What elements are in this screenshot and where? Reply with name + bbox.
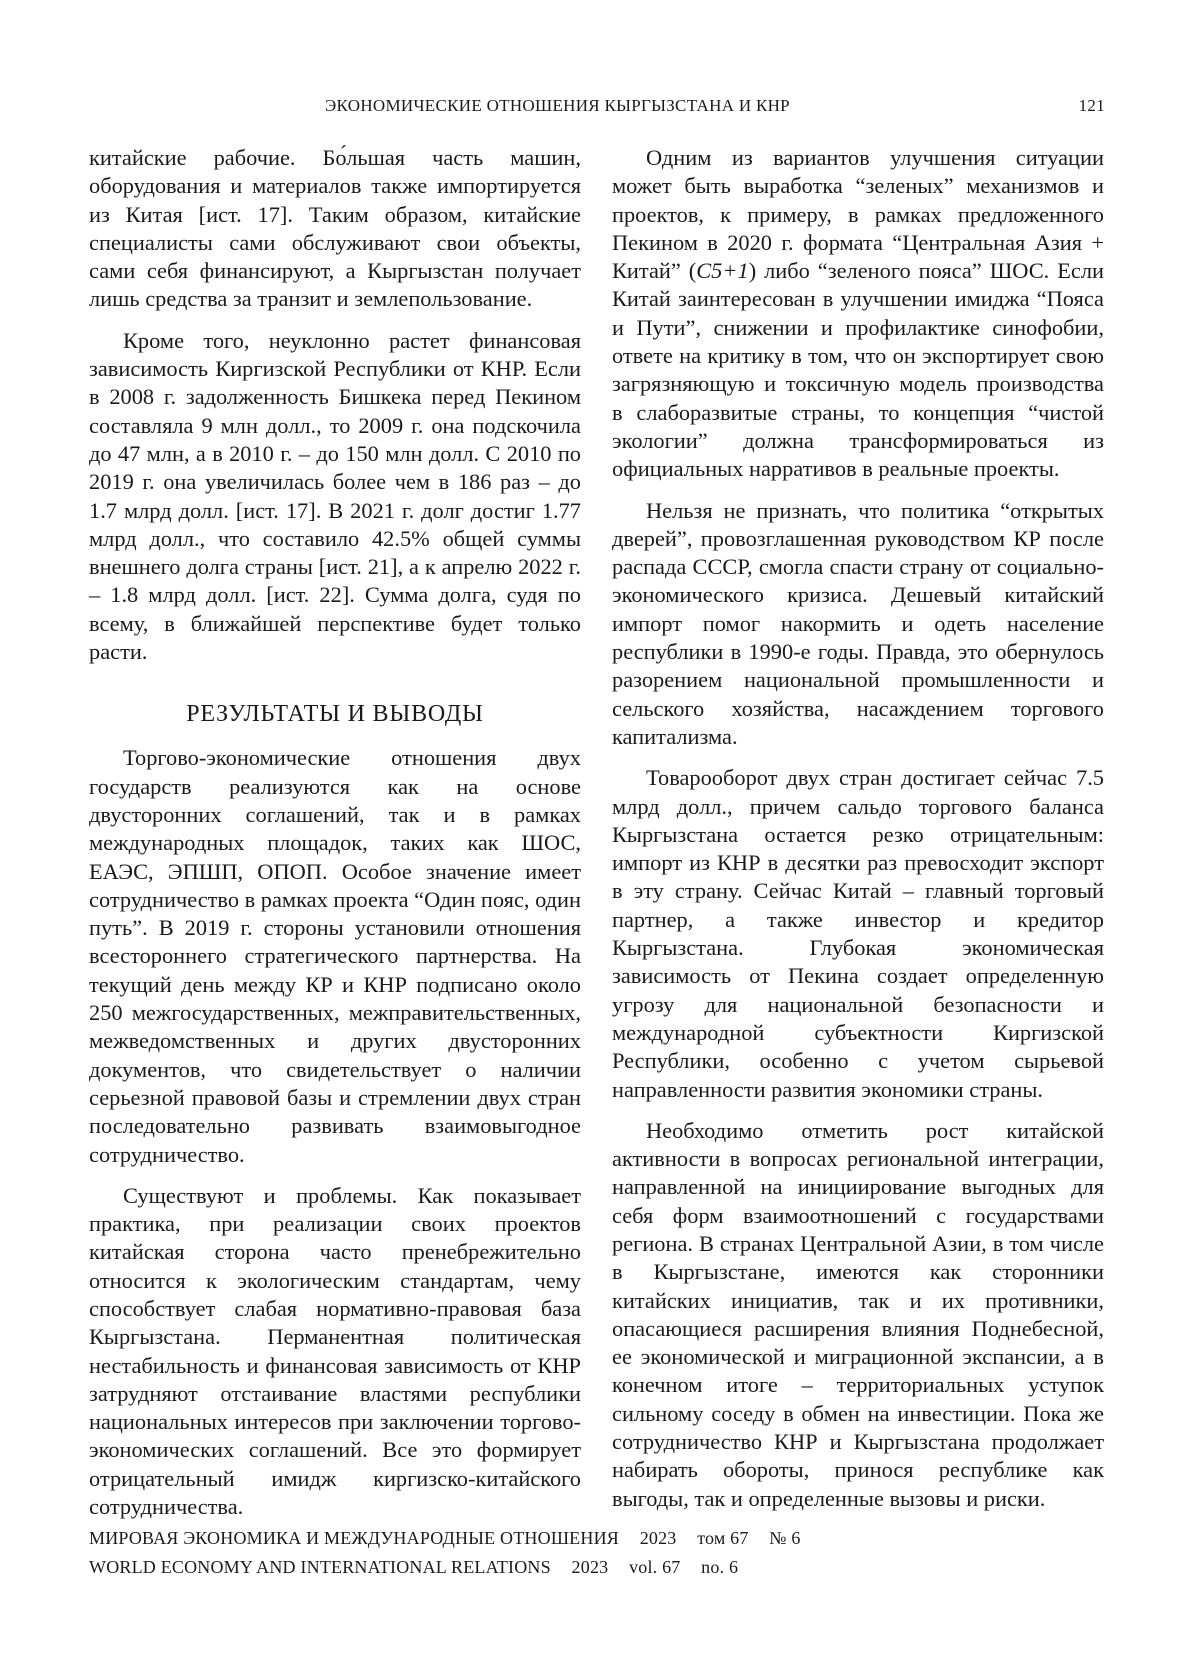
left-column — [89, 144, 581, 1534]
right-column — [612, 144, 1104, 1526]
italic-term: C5+1 — [696, 258, 749, 284]
issue-ru: № 6 — [769, 1528, 801, 1548]
footer-line-english — [89, 1553, 801, 1582]
paragraph-open-doors: Нельзя не признать, что политика “открытых дверей”, провозглашенная руководством КР после распада СССР, смогла спасти страну от социально-экономического кризиса. Дешевый китайский импорт помог накормить и одеть население республики в 1990-е годы. Правда, это обернулось разорением национальной промышленности и сельского хозяйства, насаждением торгового капитализма. — [612, 497, 1104, 749]
paragraph-problems: Существуют и проблемы. Как показывает практика, при реализации своих проектов китайская сторона часто пренебрежительно относится к экологическим стандартам, чему способствует слабая нормативно-правовая база Кыргызстана. Перманентная политическая нестабильность и финансовая зависимость от КНР затрудняют отстаивание властями республики национальных интересов при заключении торгово-экономических соглашений. Все это формирует отрицательный имидж киргизско-китайского сотрудничества. — [89, 1182, 581, 1520]
journal-footer — [89, 1524, 801, 1582]
section-heading: РЕЗУЛЬТАТЫ И ВЫВОДЫ — [186, 701, 484, 728]
page-number: 121 — [1078, 96, 1105, 115]
year-ru: 2023 — [639, 1528, 677, 1548]
running-head — [90, 96, 1105, 120]
journal-title-ru: МИРОВАЯ ЭКОНОМИКА И МЕЖДУНАРОДНЫЕ ОТНОШЕНИЯ — [89, 1528, 619, 1548]
paragraph-continued: китайские рабочие. Бо́льшая часть машин, оборудования и материалов также импортируется из Китая [ист. 17]. Таким образом, китайские специалисты сами обслуживают свои объекты, сами себя финансируют, а Кыргызстан получает лишь средства за транзит и землепользование. — [89, 145, 581, 312]
volume-ru: том 67 — [697, 1528, 749, 1548]
volume-en: vol. 67 — [629, 1557, 681, 1577]
text-run: Одним из вариантов улучшения ситуации может быть выработка “зеленых” механизмов и проектов, к примеру, в рамках предложенного Пекином в 2020 г. формата “Центральная Азия + Китай” ( — [612, 145, 1104, 284]
paragraph-trade-turnover: Товарооборот двух стран достигает сейчас 7.5 млрд долл., причем сальдо торгового баланса Кыргызстана остается резко отрицательным: импорт из КНР в десятки раз превосходит экспорт в эту страну. Сейчас Китай – главный торговый партнер, а также инвестор и кредитор Кыргызстана. Глубокая экономическая зависимость от Пекина создает определенную угрозу для национальной безопасности и международной субъектности Киргизской Республики, особенно с учетом сырьевой направленности развития экономики страны. — [612, 765, 1104, 1102]
paragraph-regional-integration: Необходимо отметить рост китайской активности в вопросах региональной интеграции, направленной на инициирование выгодных для себя форм взаимоотношений с государствами региона. В странах Центральной Азии, в том числе в Кыргызстане, имеются как сторонники китайских инициатив, так и их противники, опасающиеся расширения влияния Поднебесной, ее экономической и миграционной экспансии, а в конечном итоге – территориальных уступок сильному соседу в обмен на инвестиции. Пока же сотрудничество КНР и Кыргызстана продолжает набирать обороты, принося республике как выгоды, так и определенные вызовы и риски. — [612, 1117, 1104, 1511]
paragraph-trade-relations: Торгово-экономические отношения двух государств реализуются как на основе двусторонних соглашений, так и в рамках международных площадок, таких как ШОС, ЕАЭС, ЭПШП, ОПОП. Особое значение имеет сотрудничество в рамках проекта “Один пояс, один путь”. В 2019 г. стороны установили отношения всестороннего стратегического партнерства. На текущий день между КР и КНР подписано около 250 межгосударственных, межправительственных, межведомственных и других двусторонних документов, что свидетельствует о наличии серьезной правовой базы и стремлении двух стран последовательно развивать взаимовыгодное сотрудничество. — [89, 745, 581, 1167]
paragraph-financial-dependence: Кроме того, неуклонно растет финансовая зависимость Киргизской Республики от КНР. Если в 2008 г. задолженность Бишкека перед Пекином составляла 9 млн долл., то 2009 г. она подскочила до 47 млн, а в 2010 г. – до 150 млн долл. С 2010 по 2019 г. она увеличилась более чем в 186 раз – до 1.7 млрд долл. [ист. 17]. В 2021 г. долг достиг 1.77 млрд долл., что составило 42.5% общей суммы внешнего долга страны [ист. 21], а к апрелю 2022 г. – 1.8 млрд долл. [ист. 22]. Сумма долга, судя по всему, в ближайшей перспективе будет только расти. — [89, 327, 581, 665]
journal-title-en: WORLD ECONOMY AND INTERNATIONAL RELATIONS — [89, 1557, 551, 1577]
footer-line-russian — [89, 1524, 801, 1553]
paragraph-green-mechanisms — [612, 144, 1104, 484]
issue-en: no. 6 — [701, 1557, 739, 1577]
year-en: 2023 — [571, 1557, 609, 1577]
running-title: ЭКОНОМИЧЕСКИЕ ОТНОШЕНИЯ КЫРГЫЗСТАНА И КНР — [325, 96, 790, 115]
text-run: ) либо “зеленого пояса” ШОС. Если Китай заинтересован в улучшении имиджа “Пояса и Пути”, снижении и профилактике синофобии, ответе на критику в том, что он экспортирует свою загрязняющую и токсичную модель производства в слаборазвитые страны, то концепция “чистой экологии” должна трансформироваться из официальных нарративов в реальные проекты. — [612, 258, 1104, 482]
